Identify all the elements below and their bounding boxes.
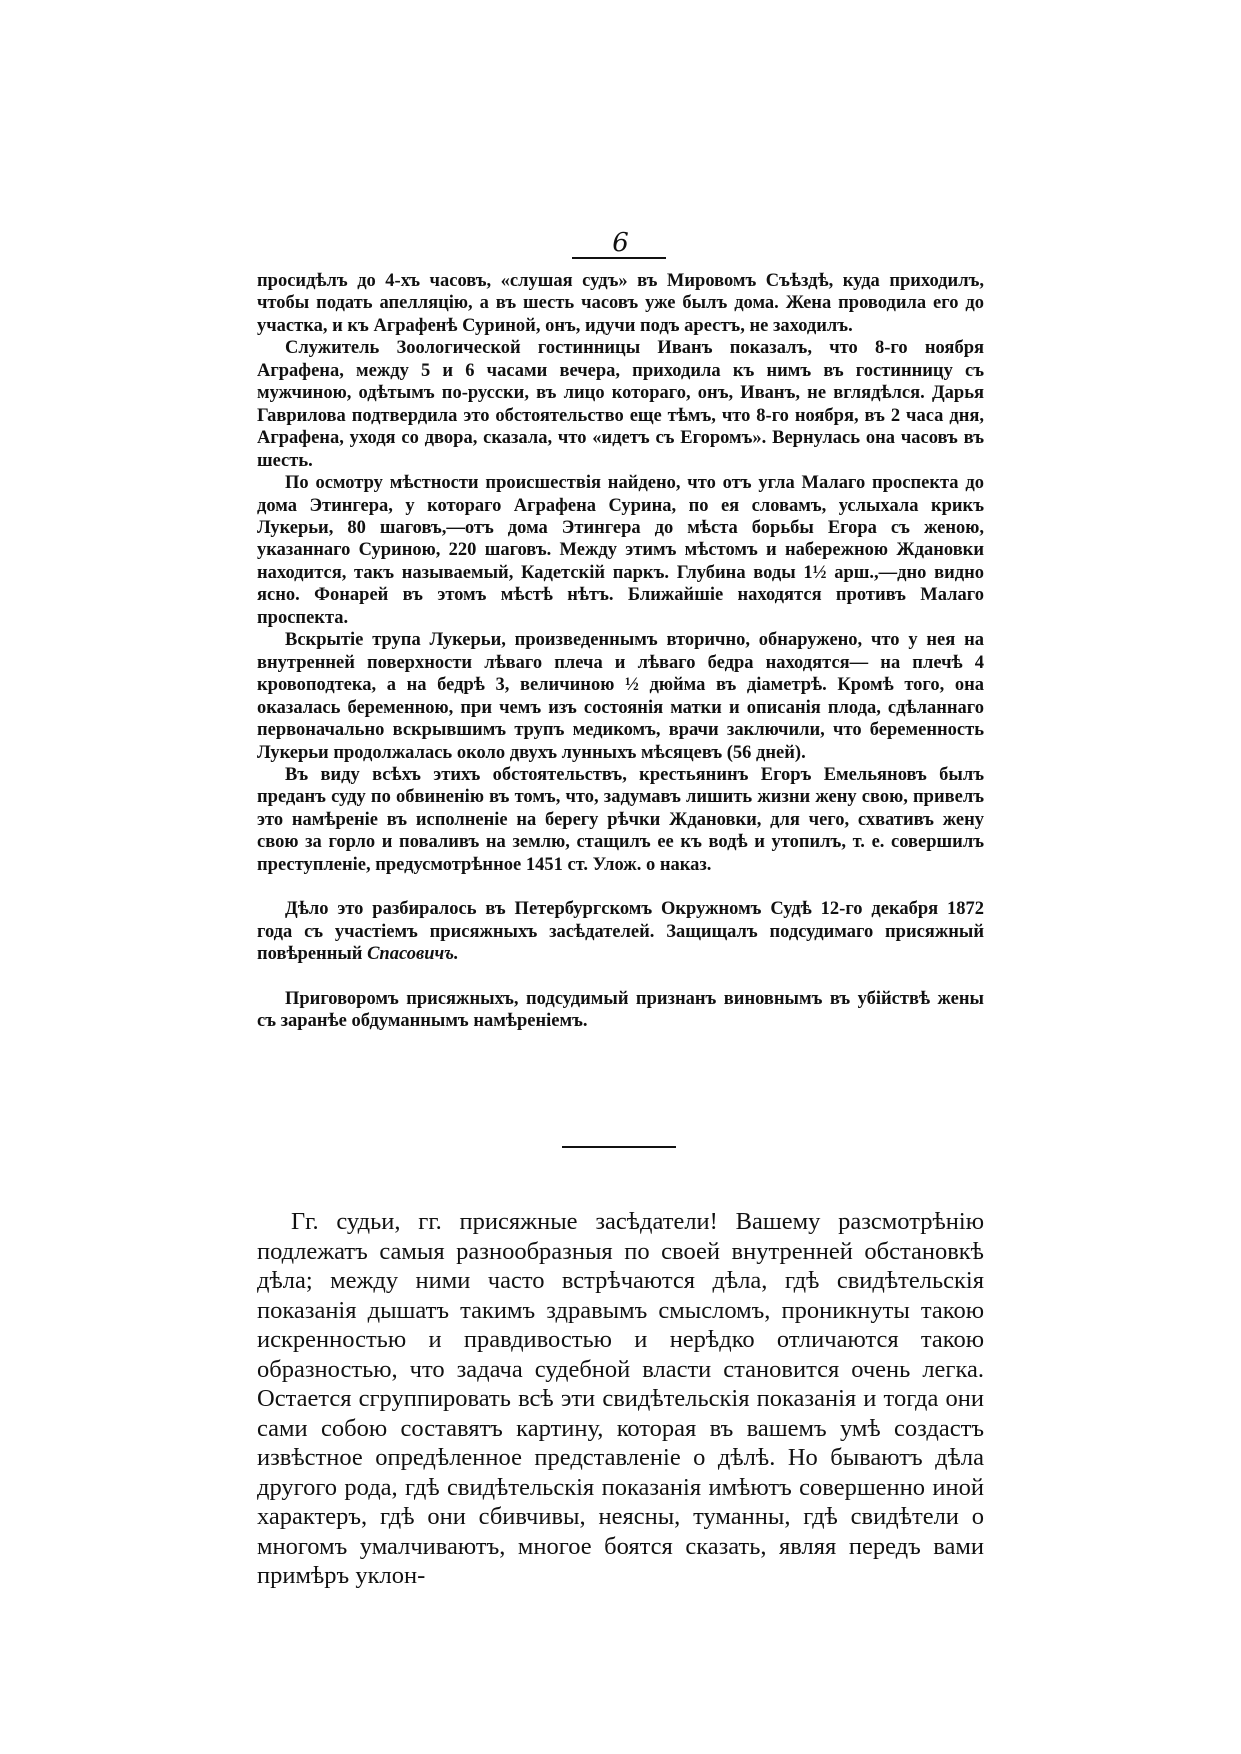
page-number: 6 xyxy=(612,228,629,258)
trial-paragraph xyxy=(257,898,984,965)
defender-name: Спасовичъ. xyxy=(367,944,459,965)
case-paragraph-5: Въ виду всѣхъ этихъ обстоятельствъ, крестьянинъ Егоръ Емельяновъ былъ преданъ суду по обвиненію въ томъ, что, задумавъ лишить жизни жену свою, привелъ это намѣреніе въ исполненіе на берегу рѣчки Ждановки, для чего, схвативъ жену свою за горло и поваливъ на землю, стащилъ ее къ водѣ и утопилъ, т. е. совершилъ преступленіе, предусмотрѣнное 1451 ст. Улож. о наказ. xyxy=(257,764,984,875)
speech-section xyxy=(257,1207,984,1591)
case-paragraph-2: Служитель Зоологической гостинницы Иванъ показалъ, что 8-го ноября Аграфена, между 5 и 6 часами вечера, приходила къ нимъ въ гостинницу съ мужчиною, одѣтымъ по-русски, въ лицо котораго, онъ, Иванъ, не вглядѣлся. Дарья Гаврилова подтвердила это обстоятельство еще тѣмъ, что 8-го ноября, въ 2 часа дня, Аграфена, уходя со двора, сказала, что «идетъ съ Егоромъ». Вернулась она часовъ въ шесть. xyxy=(257,338,984,471)
case-paragraph-3: По осмотру мѣстности происшествія найдено, что отъ угла Малаго проспекта до дома Этингера, у котораго Аграфена Сурина, по ея словамъ, услыхала крикъ Лукерьи, 80 шаговъ,—отъ дома Этингера до мѣста борьбы Егора съ женою, указаннаго Суриною, 220 шаговъ. Между этимъ мѣстомъ и набережною Ждановки находится, такъ называемый, Кадетскій паркъ. Глубина воды 1½ арш.,—дно видно ясно. Фонарей въ этомъ мѣстѣ нѣтъ. Ближайшіе находятся противъ Малаго проспекта. xyxy=(257,473,984,628)
verdict-paragraph: Приговоромъ присяжныхъ, подсудимый признанъ виновнымъ въ убійствѣ жены съ заранѣе обдуманнымъ намѣреніемъ. xyxy=(257,988,984,1032)
case-paragraph-4: Вскрытіе трупа Лукерьи, произведеннымъ вторично, обнаружено, что у нея на внутренней поверхности лѣваго плеча и лѣваго бедра находятся— на плечѣ 4 кровоподтека, а на бедрѣ 3, величиною ½ дюйма въ діаметрѣ. Кромѣ того, она оказалась беременною, при чемъ изъ состоянія матки и описанія плода, сдѣланнаго первоначально вскрывшимъ трупъ медикомъ, врачи заключили, что беременность Лукерьи продолжалась около двухъ лунныхъ мѣсяцевъ (56 дней). xyxy=(257,630,984,763)
section-separator xyxy=(562,1146,676,1148)
speech-paragraph: Гг. судьи, гг. присяжные засѣдатели! Вашему разсмотрѣнію подлежатъ самыя разнообразныя по своей внутренней обстановкѣ дѣла; между ними часто встрѣчаются дѣла, гдѣ свидѣтельскія показанія дышатъ такимъ здравымъ смысломъ, проникнуты такою искренностью и правдивостью и нерѣдко отличаются такою образностью, что задача судебной власти становится очень легка. Остается сгруппировать всѣ эти свидѣтельскія показанія и тогда они сами собою составятъ картину, которая въ вашемъ умѣ создастъ извѣстное опредѣленное представленіе о дѣлѣ. Но бываютъ дѣла другого рода, гдѣ свидѣтельскія показанія имѣютъ совершенно иной характеръ, гдѣ они сбивчивы, неясны, туманны, гдѣ свидѣтели о многомъ умалчиваютъ, многое боятся сказать, являя передъ вами примѣръ уклон- xyxy=(257,1208,984,1589)
page-number-rule xyxy=(572,257,666,259)
case-summary xyxy=(257,270,984,1033)
case-paragraph-1: просидѣлъ до 4-хъ часовъ, «слушая судъ» въ Мировомъ Съѣздѣ, куда приходилъ, чтобы подать апелляцію, а въ шесть часовъ уже былъ дома. Жена проводила его до участка, и къ Аграфенѣ Суриной, онъ, идучи подъ арестъ, не заходилъ. xyxy=(257,271,984,336)
trial-text: Дѣло это разбиралось въ Петербургскомъ Окружномъ Судѣ 12-го декабря 1872 года съ участіемъ присяжныхъ засѣдателей. Защищалъ подсудимаго присяжный повѣренный xyxy=(257,899,984,965)
